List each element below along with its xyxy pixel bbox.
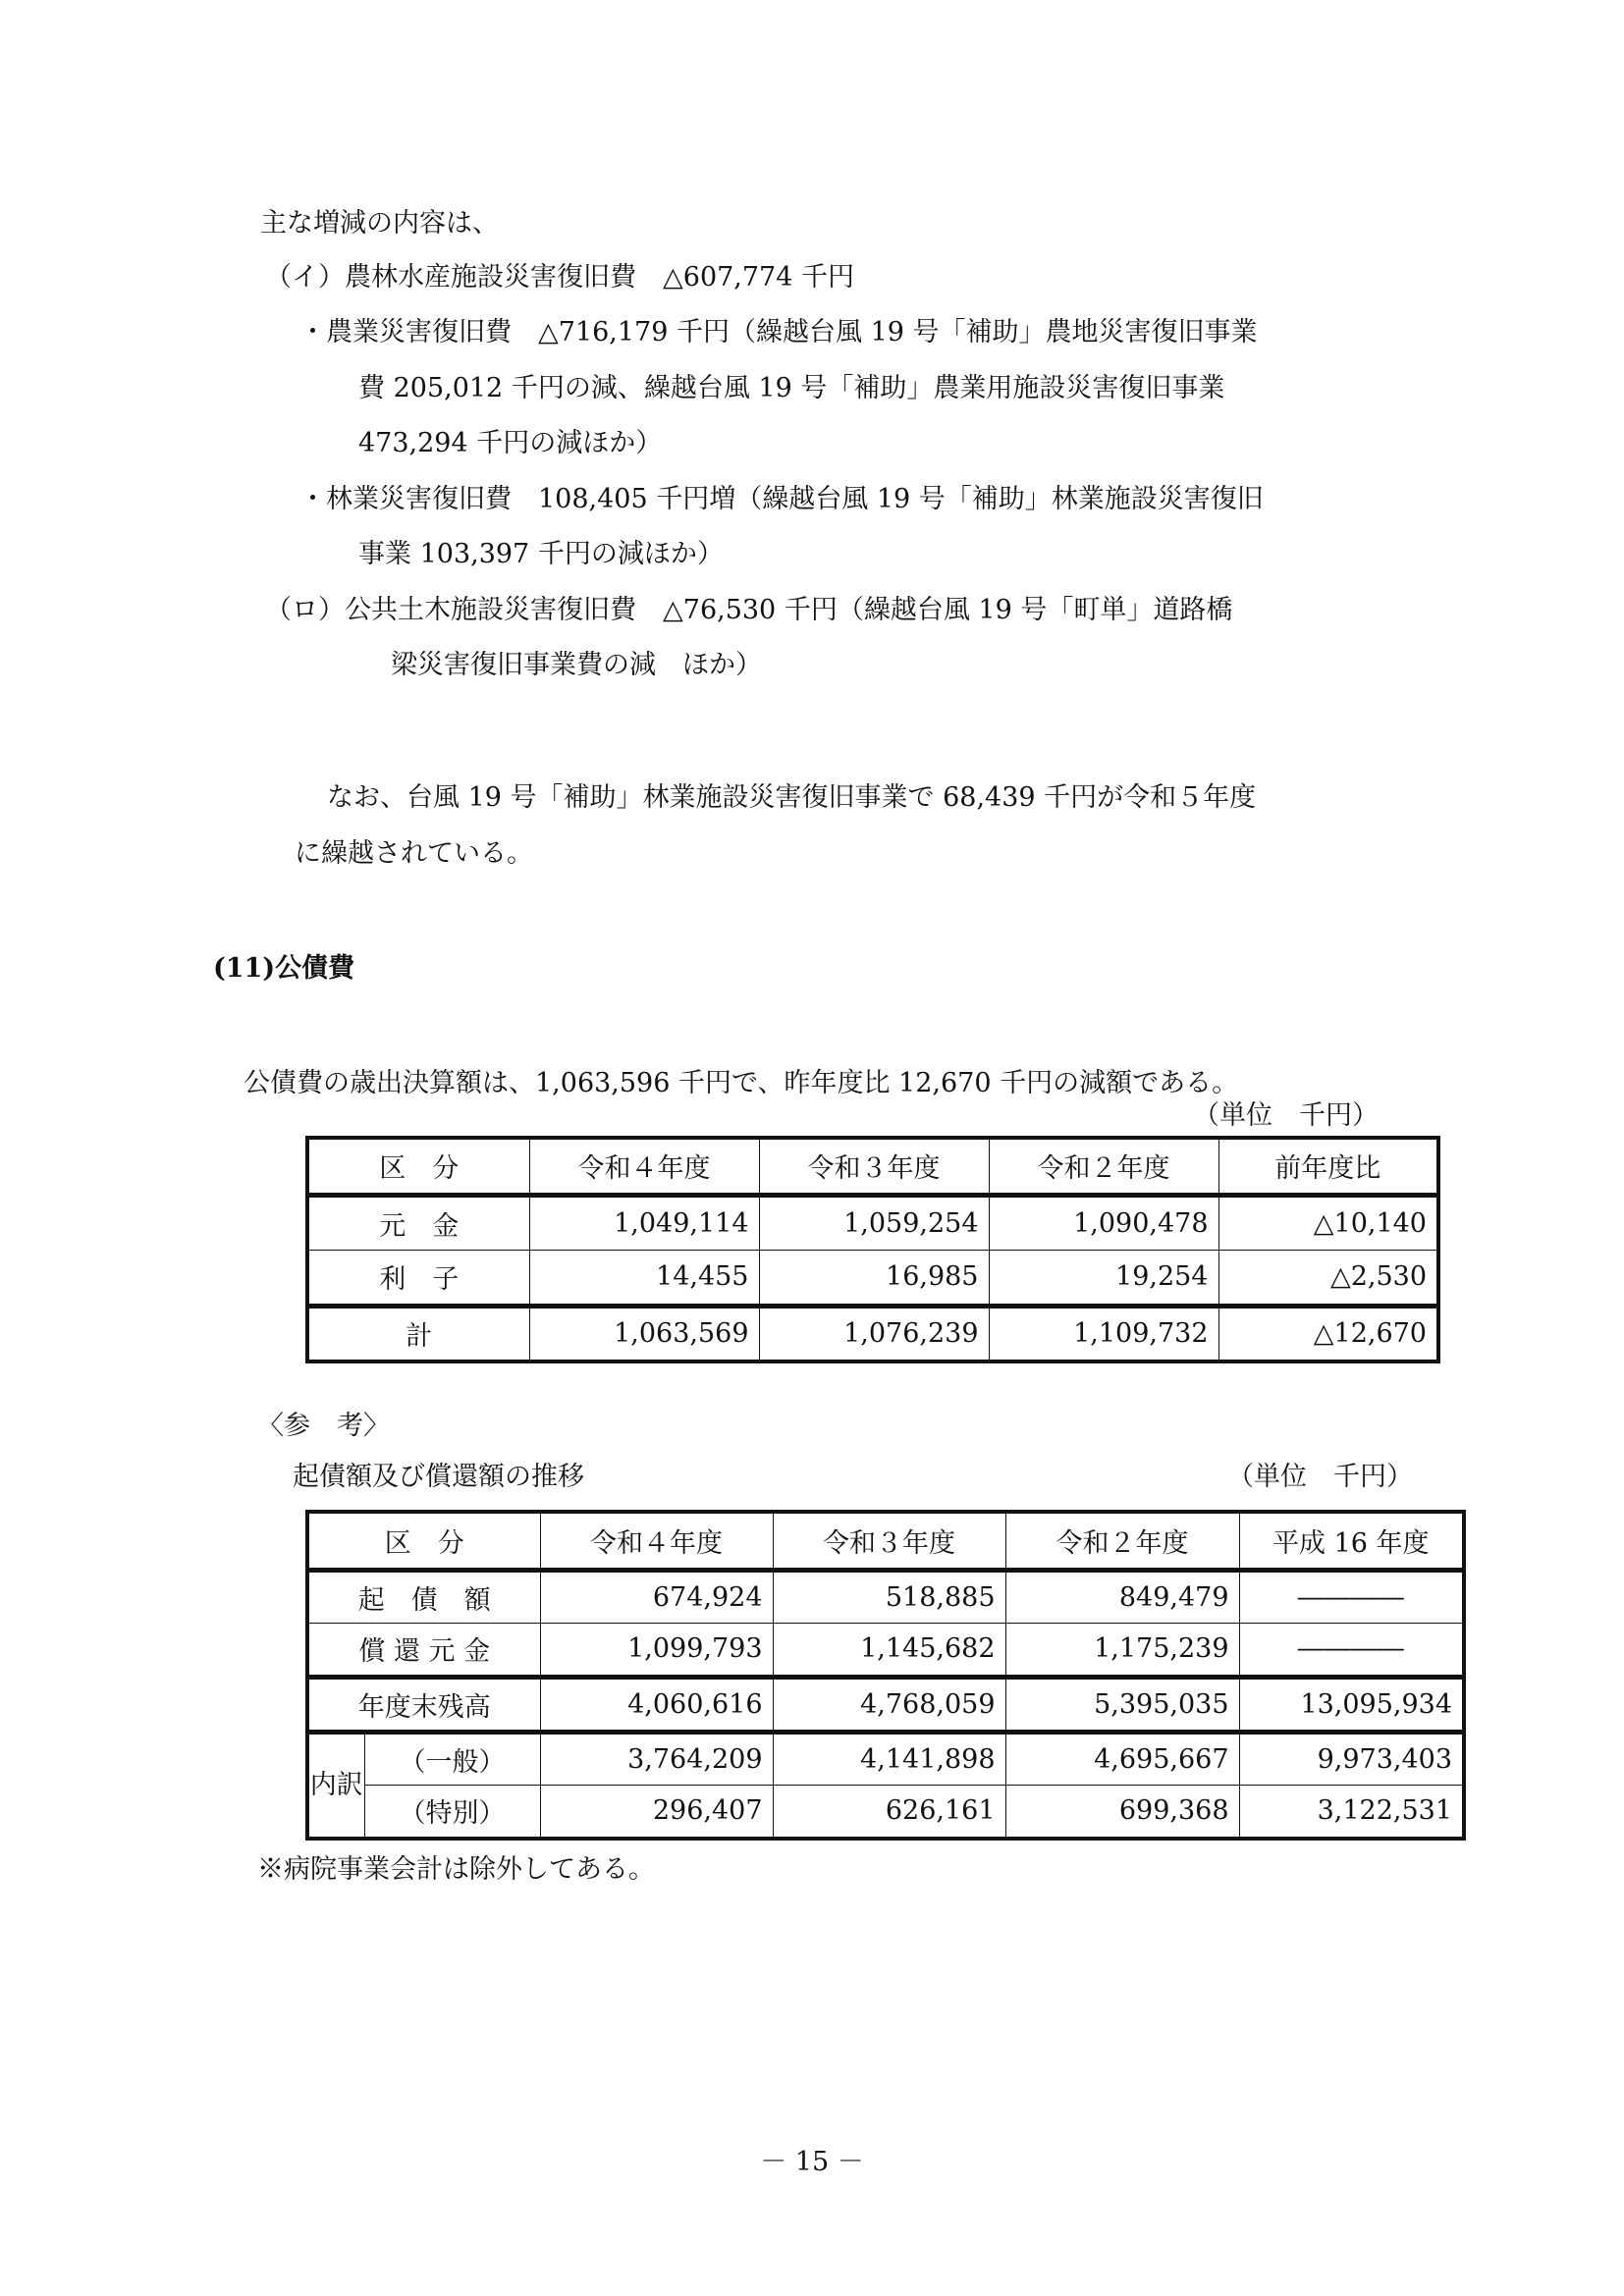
cell-value: 1,175,239 xyxy=(1005,1623,1239,1677)
cell-value: 13,095,934 xyxy=(1239,1677,1464,1732)
table1-header: 区 分 xyxy=(307,1138,529,1195)
item-ro-line2: 梁災害復旧事業費の減 ほか） xyxy=(391,650,762,680)
footnote: ※病院事業会計は除外してある。 xyxy=(257,1854,655,1885)
table1-header: 令和３年度 xyxy=(759,1138,989,1195)
item-ro-line1: （ロ）公共土木施設災害復旧費 △76,530 千円（繰越台風 19 号「町単」道路橋 xyxy=(265,595,1233,625)
breakdown-label: 内訳 xyxy=(307,1732,364,1839)
row-label: （特別） xyxy=(364,1785,540,1839)
cell-value: 1,099,793 xyxy=(540,1623,773,1677)
row-label: 起 債 額 xyxy=(307,1570,540,1623)
note-line2: に繰越されている。 xyxy=(295,838,533,869)
reference-title: 起債額及び償還額の推移 xyxy=(293,1462,584,1492)
bond-trend-table xyxy=(305,1510,1466,1841)
cell-value: 296,407 xyxy=(540,1785,773,1839)
cell-value: △10,140 xyxy=(1218,1195,1438,1250)
debt-service-table xyxy=(305,1136,1440,1363)
sub1-line2: 費 205,012 千円の減、繰越台風 19 号「補助」農業用施設災害復旧事業 xyxy=(358,373,1225,403)
row-label: 元 金 xyxy=(307,1195,529,1250)
cell-value: 1,090,478 xyxy=(989,1195,1218,1250)
sub1-line1: ・農業災害復旧費 △716,179 千円（繰越台風 19 号「補助」農地災害復旧事業 xyxy=(299,317,1258,347)
sub1-line3: 473,294 千円の減ほか） xyxy=(358,428,663,458)
table-total-row xyxy=(307,1306,1438,1362)
page-number: － 15 － xyxy=(760,2147,864,2177)
row-label: 利 子 xyxy=(307,1250,529,1306)
cell-dash: ―――― xyxy=(1239,1570,1464,1623)
cell-value: 3,764,209 xyxy=(540,1732,773,1785)
reference-label: 〈参 考〉 xyxy=(257,1411,390,1441)
cell-value: 4,060,616 xyxy=(540,1677,773,1732)
table-row xyxy=(307,1195,1438,1250)
cell-value: 9,973,403 xyxy=(1239,1732,1464,1785)
table-row xyxy=(307,1570,1464,1623)
table2-unit: （単位 千円） xyxy=(1227,1462,1413,1492)
table1-unit: （単位 千円） xyxy=(1193,1100,1379,1131)
table2-header: 区 分 xyxy=(307,1512,540,1570)
table2-header: 令和４年度 xyxy=(540,1512,773,1570)
cell-dash: ―――― xyxy=(1239,1623,1464,1677)
table-row xyxy=(307,1250,1438,1306)
sub2-line1: ・林業災害復旧費 108,405 千円増（繰越台風 19 号「補助」林業施設災害復旧 xyxy=(299,484,1264,514)
cell-value: 674,924 xyxy=(540,1570,773,1623)
cell-value: 16,985 xyxy=(759,1250,989,1306)
item-i: （イ）農林水産施設災害復旧費 △607,774 千円 xyxy=(265,262,854,293)
cell-value: 626,161 xyxy=(773,1785,1005,1839)
table-row xyxy=(307,1785,1464,1839)
table2-header-row xyxy=(307,1512,1464,1570)
cell-value: 1,063,569 xyxy=(529,1306,759,1362)
cell-value: 1,076,239 xyxy=(759,1306,989,1362)
cell-value: 849,479 xyxy=(1005,1570,1239,1623)
table1-header: 令和２年度 xyxy=(989,1138,1218,1195)
table-row xyxy=(307,1623,1464,1677)
cell-value: 4,695,667 xyxy=(1005,1732,1239,1785)
cell-value: △2,530 xyxy=(1218,1250,1438,1306)
cell-value: 4,768,059 xyxy=(773,1677,1005,1732)
cell-value: 5,395,035 xyxy=(1005,1677,1239,1732)
cell-value: 3,122,531 xyxy=(1239,1785,1464,1839)
table2-header: 平成 16 年度 xyxy=(1239,1512,1464,1570)
cell-value: 14,455 xyxy=(529,1250,759,1306)
section-heading: (11)公債費 xyxy=(213,953,355,984)
cell-value: 1,145,682 xyxy=(773,1623,1005,1677)
row-label: 計 xyxy=(307,1306,529,1362)
sub2-line2: 事業 103,397 千円の減ほか） xyxy=(358,539,724,569)
table1-header-row xyxy=(307,1138,1438,1195)
note-line1: なお、台風 19 号「補助」林業施設災害復旧事業で 68,439 千円が令和５年度 xyxy=(327,782,1257,813)
table-row xyxy=(307,1677,1464,1732)
intro-heading: 主な増減の内容は、 xyxy=(260,208,499,239)
cell-value: 4,141,898 xyxy=(773,1732,1005,1785)
row-label: （一般） xyxy=(364,1732,540,1785)
row-label: 償 還 元 金 xyxy=(307,1623,540,1677)
cell-value: △12,670 xyxy=(1218,1306,1438,1362)
table2-header: 令和２年度 xyxy=(1005,1512,1239,1570)
cell-value: 1,109,732 xyxy=(989,1306,1218,1362)
table2-header: 令和３年度 xyxy=(773,1512,1005,1570)
table-row xyxy=(307,1732,1464,1785)
cell-value: 1,049,114 xyxy=(529,1195,759,1250)
table1-header: 前年度比 xyxy=(1218,1138,1438,1195)
cell-value: 699,368 xyxy=(1005,1785,1239,1839)
section-summary: 公債費の歳出決算額は、1,063,596 千円で、昨年度比 12,670 千円の減額である。 xyxy=(244,1068,1239,1098)
cell-value: 518,885 xyxy=(773,1570,1005,1623)
table1-header: 令和４年度 xyxy=(529,1138,759,1195)
cell-value: 1,059,254 xyxy=(759,1195,989,1250)
cell-value: 19,254 xyxy=(989,1250,1218,1306)
row-label: 年度末残高 xyxy=(307,1677,540,1732)
